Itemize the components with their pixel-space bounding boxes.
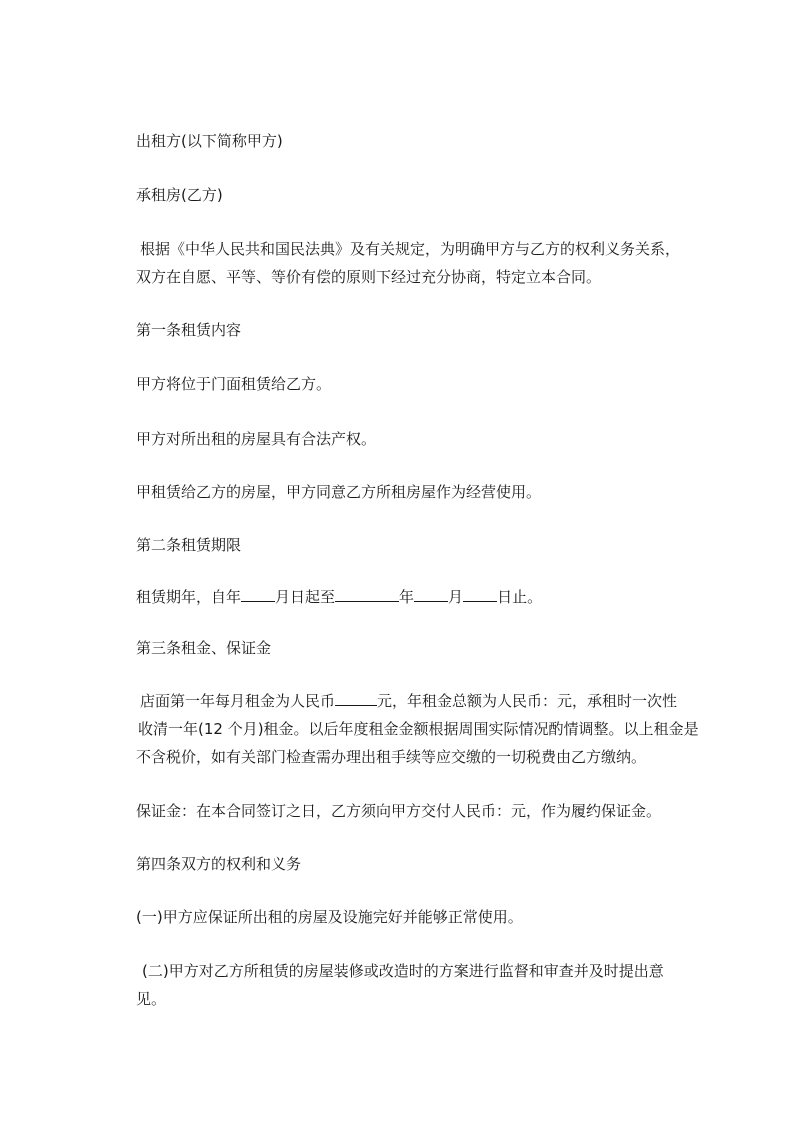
- term-text-5: 日止。: [497, 588, 543, 606]
- article-4-item-1: (一)甲方应保证所出租的房屋及设施完好并能够正常使用。: [136, 908, 523, 926]
- article-1-clause-2: 甲方对所出租的房屋具有合法产权。: [136, 430, 377, 448]
- article-1-title: 第一条租赁内容: [136, 321, 242, 339]
- lessor-line: 出租方(以下简称甲方): [136, 132, 283, 150]
- rent-text-2: 元，年租金总额为人民币：元，承租时一次性: [377, 692, 678, 710]
- article-1-clause-1: 甲方将位于门面租赁给乙方。: [136, 375, 332, 393]
- rent-text-1: 店面第一年每月租金为人民币: [140, 692, 336, 710]
- blank-field-monthly-rent[interactable]: [335, 689, 377, 706]
- preamble-line-2: 双方在自愿、平等、等价有偿的原则下经过充分协商，特定立本合同。: [136, 268, 602, 286]
- article-4-title: 第四条双方的权利和义务: [136, 855, 302, 873]
- term-text-4: 月: [448, 588, 464, 606]
- rent-line-2: 收清一年(12 个月)租金。以后年度租金金额根据周围实际情况酌情调整。以上租金是: [138, 720, 699, 738]
- term-text-2: 月日起至: [275, 588, 336, 606]
- blank-field-day-end[interactable]: [463, 585, 497, 602]
- article-4-item-2-line-2: 见。: [136, 990, 167, 1008]
- article-4-item-2-line-1: (二)甲方对乙方所租赁的房屋装修或改造时的方案进行监督和审查并及时提出意: [142, 962, 664, 980]
- article-1-clause-3: 甲租赁给乙方的房屋，甲方同意乙方所租房屋作为经营使用。: [136, 483, 542, 501]
- blank-field-year-end[interactable]: [335, 585, 399, 602]
- blank-field-month-start[interactable]: [241, 585, 275, 602]
- rent-line-1: [140, 686, 730, 717]
- lessee-line: 承租房(乙方): [136, 186, 223, 204]
- article-3-title: 第三条租金、保证金: [136, 639, 272, 657]
- article-2-title: 第二条租赁期限: [136, 536, 242, 554]
- article-2-term: [136, 582, 726, 613]
- blank-field-month-end[interactable]: [414, 585, 448, 602]
- article-3-deposit: 保证金：在本合同签订之日，乙方须向甲方交付人民币：元，作为履约保证金。: [136, 802, 662, 820]
- rent-line-3: 不含税价，如有关部门检查需办理出租手续等应交缴的一切税费由乙方缴纳。: [136, 748, 647, 766]
- term-text-3: 年: [399, 588, 415, 606]
- preamble-line-1: 根据《中华人民共和国民法典》及有关规定，为明确甲方与乙方的权利义务关系，: [140, 240, 681, 258]
- term-text-1: 租赁期年，自年: [136, 588, 242, 606]
